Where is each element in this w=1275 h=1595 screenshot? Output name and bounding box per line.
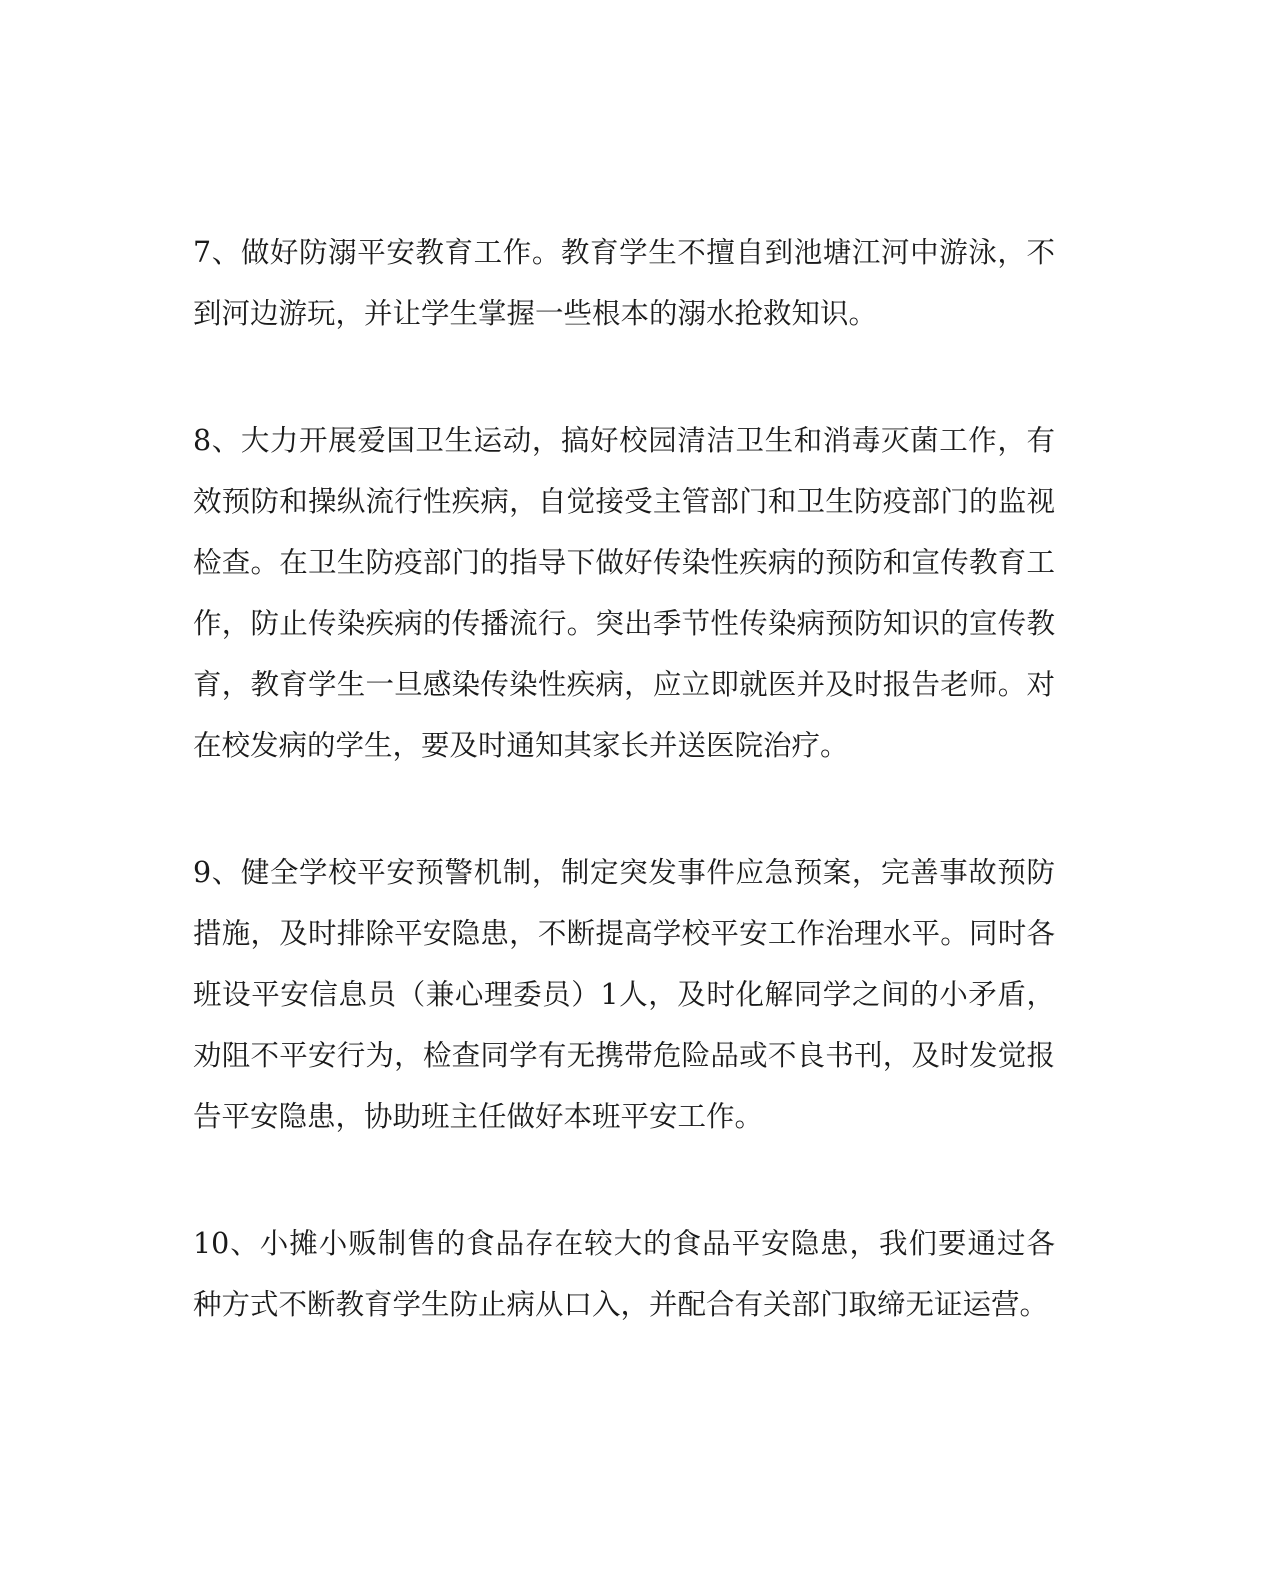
paragraph-item-10: 10、小摊小贩制售的食品存在较大的食品平安隐患，我们要通过各种方式不断教育学生防止病从口入，并配合有关部门取缔无证运营。 [193,1227,1055,1321]
paragraph-item-7: 7、做好防溺平安教育工作。教育学生不擅自到池塘江河中游泳，不到河边游玩，并让学生掌握一些根本的溺水抢救知识。 [193,236,1055,330]
document-body [193,222,1055,1335]
paragraph-item-8: 8、大力开展爱国卫生运动，搞好校园清洁卫生和消毒灭菌工作，有效预防和操纵流行性疾病，自觉接受主管部门和卫生防疫部门的监视检查。在卫生防疫部门的指导下做好传染性疾病的预防和宣传教育工作，防止传染疾病的传播流行。突出季节性传染病预防知识的宣传教育，教育学生一旦感染传染性疾病，应立即就医并及时报告老师。对在校发病的学生，要及时通知其家长并送医院治疗。 [193,424,1055,762]
paragraph-item-9: 9、健全学校平安预警机制，制定突发事件应急预案，完善事故预防措施，及时排除平安隐患，不断提高学校平安工作治理水平。同时各班设平安信息员（兼心理委员）1人，及时化解同学之间的小矛盾，劝阻不平安行为，检查同学有无携带危险品或不良书刊，及时发觉报告平安隐患，协助班主任做好本班平安工作。 [193,856,1055,1133]
